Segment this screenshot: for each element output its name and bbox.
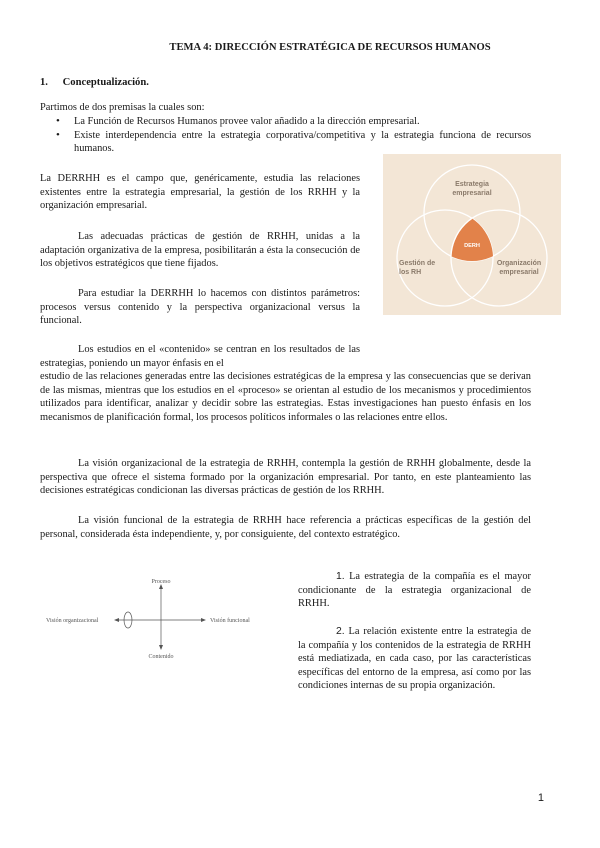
axis-right-label: Visión funcional xyxy=(210,618,250,624)
paragraph-3: Para estudiar la DERRHH lo hacemos con distintos parámetros: procesos versus contenido y la perspectiva organizacional versus la funcional. xyxy=(40,288,360,326)
arrow-down-icon xyxy=(159,645,163,650)
axis-diagram xyxy=(40,574,280,664)
venn-diagram xyxy=(383,154,561,315)
axis-svg xyxy=(40,574,280,664)
paragraph-2: Las adecuadas prácticas de gestión de RRHH, unidas a la adaptación organizativa de la empresa, posibilitarán a ésta la consecución de los objetivos estratégicos que tiene fijados. xyxy=(40,231,360,269)
arrow-left-icon xyxy=(114,618,119,622)
section-number: 1. xyxy=(40,77,48,88)
venn-right-line1: Organización xyxy=(496,260,542,267)
venn-top-line1: Estrategia xyxy=(455,181,489,188)
venn-right-line2: empresarial xyxy=(499,269,539,276)
numbered-item-number: 2. xyxy=(336,626,345,637)
page-number: 1 xyxy=(537,791,544,804)
page-title: TEMA 4: DIRECCIÓN ESTRATÉGICA DE RECURSOS HUMANOS xyxy=(169,42,491,53)
intro-text: Partimos de dos premisas la cuales son: xyxy=(40,102,205,113)
section-label: Conceptualización. xyxy=(62,77,149,88)
venn-top-line2: empresarial xyxy=(452,190,492,197)
premises-list xyxy=(38,115,531,156)
numbered-item-2 xyxy=(298,625,531,693)
section-heading xyxy=(40,76,149,90)
venn-center-label: DERH xyxy=(464,243,480,249)
list-item: • La Función de Recursos Humanos provee valor añadido a la dirección empresarial. xyxy=(38,115,531,129)
numbered-item-number: 1. xyxy=(336,571,345,582)
venn-svg xyxy=(383,154,561,315)
numbered-item-1 xyxy=(298,570,531,611)
axis-top-label: Proceso xyxy=(151,579,171,585)
list-item: • Existe interdependencia entre la estrategia corporativa/competitiva y la estrategia funciona de recursos humanos. xyxy=(38,129,531,156)
paragraph-5: La visión organizacional de la estrategia de RRHH, contempla la gestión de RRHH globalmente, desde la perspectiva que ofrece el sistema formado por la organización empresarial. Por tanto, en este planteamiento las decisiones estratégicas condicionan las diversas prácticas de gestión de los RRHH. xyxy=(40,458,531,496)
paragraph-4a: Los estudios en el «contenido» se centran en los resultados de las estrategias, poniendo un mayor énfasis en el xyxy=(40,344,360,369)
axis-left-label: Visión organizacional xyxy=(46,618,99,624)
paragraph-6: La visión funcional de la estrategia de RRHH hace referencia a prácticas específicas de la gestión del personal, considerada ésta independiente, y, por consiguiente, del contexto estratégico. xyxy=(40,515,531,540)
axis-bottom-label: Contenido xyxy=(148,654,174,660)
arrow-right-icon xyxy=(201,618,206,622)
numbered-item-text: La relación existente entre la estrategia de la compañía y los contenidos de la estrategia de RRHH está mediatizada, en cada caso, por las características específicas del entorno de la empresa, así como por las condiciones internas de su propia organización. xyxy=(298,626,531,691)
venn-left-line1: Gestión de xyxy=(399,260,436,267)
venn-left-line2: los RH xyxy=(399,269,422,276)
paragraph-1: La DERRHH es el campo que, genéricamente, estudia las relaciones existentes entre la estrategia empresarial, la gestión de los RRHH y la organización empresarial. xyxy=(40,173,360,211)
numbered-item-text: La estrategia de la compañía es el mayor condicionante de la estrategia organizacional de RRHH. xyxy=(298,571,531,609)
paragraph-4b: estudio de las relaciones generadas entre las decisiones estratégicas de la empresa y las consecuencias que se derivan de las mismas, mientras que los estudios en el «proceso» se orientan al estudio de los mecanismos y procedimientos utilizados para identificar, analizar y decidir sobre las estrategias. Estas investigaciones han puesto énfasis en los mecanismos de planificación formal, los procesos políticos informales o las relaciones entre ellos. xyxy=(40,371,531,423)
